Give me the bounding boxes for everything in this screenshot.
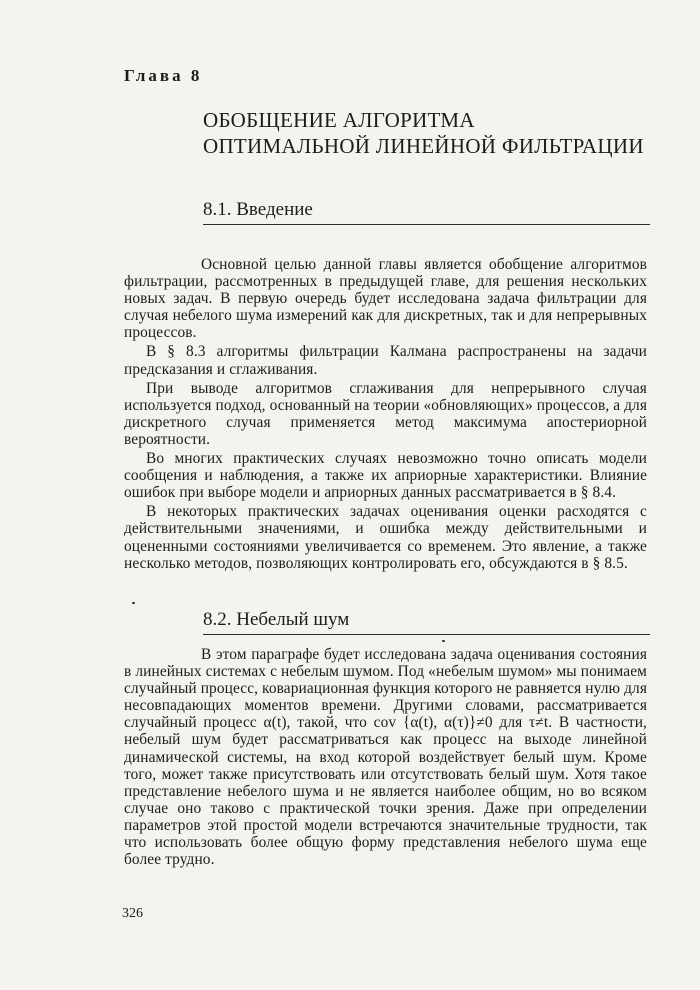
paragraph: Основной целью данной главы является обобщение алгоритмов фильтрации, рассмотренных в предыдущей главе, для решения нескольких новых задач. В первую очередь будет исследована задача фильтрации для случая небелого шума измерений как для дискретных, так и для непрерывных процессов. [124, 256, 647, 342]
paragraph: Во многих практических случаях невозможно точно описать модели сообщения и наблюдения, а также их априорные характеристики. Влияние ошибок при выборе модели и априорных данных рассматривается в § 8.4. [124, 450, 647, 502]
section-heading-nonwhite-noise: 8.2. Небелый шум [203, 608, 650, 635]
paragraph: В этом параграфе будет исследована задача оценивания состояния в линейных системах с небелым шумом. Под «небелым шумом» мы понимаем случайный процесс, ковариационная функция которого не равняется нулю для несовпадающих моментов времени. Другими словами, рассматривается случайный процесс α(t), такой, что cov {α(t), α(τ)}≠0 для τ≠t. В частности, небелый шум будет рассматриваться как процесс на выходе линейной динамической системы, на вход которой воздействует белый шум. Кроме того, может также присутствовать или отсутствовать белый шум. Хотя такое представление небелого шума и не является наиболее общим, но во всяком случае оно таково с практической точки зрения. Даже при определении параметров этой простой модели встречаются значительные трудности, так что использовать более общую форму представления небелого шума еще более трудно. [124, 646, 647, 869]
section-body-nonwhite-noise [124, 646, 647, 868]
page-number: 326 [122, 906, 143, 921]
chapter-title-line: ОБОБЩЕНИЕ АЛГОРИТМА [203, 108, 475, 132]
chapter-title [203, 107, 663, 159]
paragraph: В § 8.3 алгоритмы фильтрации Калмана распространены на задачи предсказания и сглаживания. [124, 343, 647, 378]
paragraph: При выводе алгоритмов сглаживания для непрерывного случая используется подход, основанный на теории «обновляющих» процессов, а для дискретного случая применяется метод максимума апостериорной вероятности. [124, 379, 647, 448]
print-speck [442, 640, 445, 642]
paragraph: В некоторых практических задачах оценивания оценки расходятся с действительными значениями, и ошибка между действительными и оцененными состояниями увеличивается со временем. Это явление, а также несколько методов, позволяющих контролировать его, обсуждаются в § 8.5. [124, 503, 647, 572]
chapter-label: Глава 8 [124, 66, 203, 85]
section-body-introduction [124, 256, 647, 572]
print-speck [132, 602, 135, 604]
chapter-title-line: ОПТИМАЛЬНОЙ ЛИНЕЙНОЙ ФИЛЬТРАЦИИ [203, 134, 644, 158]
section-heading-introduction: 8.1. Введение [203, 198, 650, 225]
